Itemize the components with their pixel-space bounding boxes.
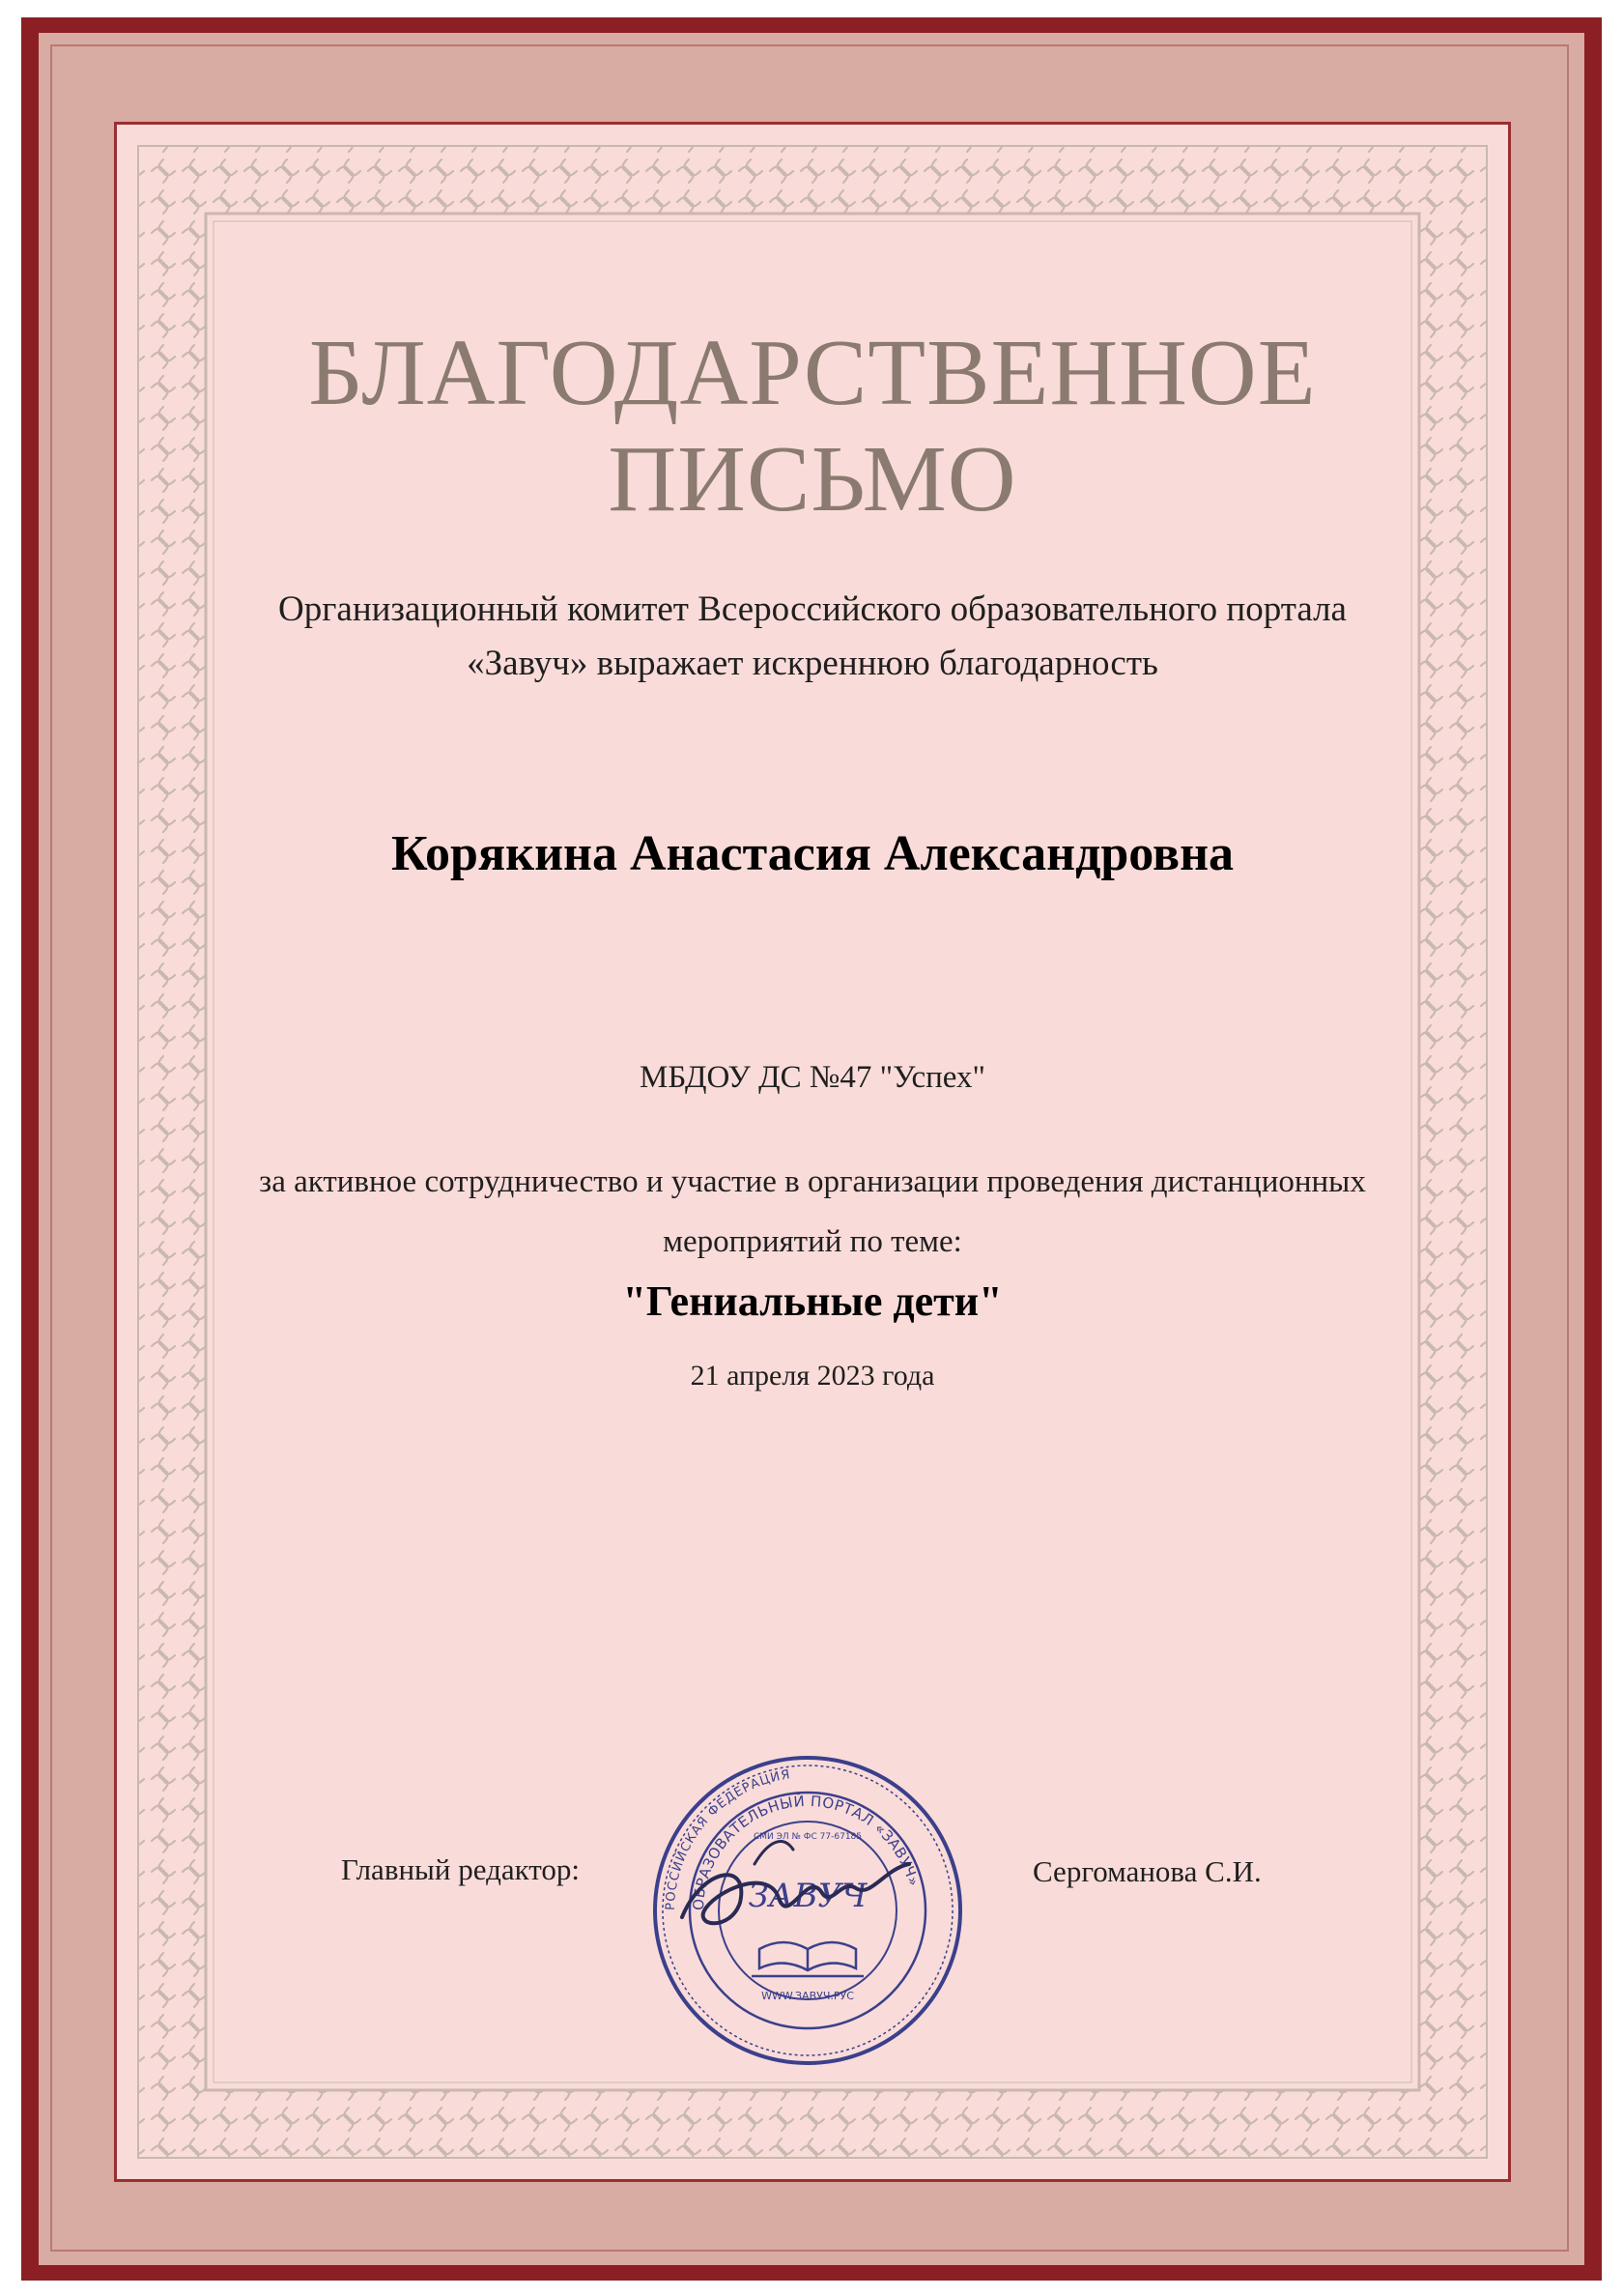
intro-text: Организационный комитет Всероссийского образовательного портала «Завуч» выражает искреннюю благодарность <box>278 589 1347 683</box>
certificate-paper <box>114 122 1511 2182</box>
recipient-name: Корякина Анастасия Александровна <box>390 826 1235 881</box>
organization-name: МБДОУ ДС №47 "Успех" <box>639 1060 985 1095</box>
reason-text: за активное сотрудничество и участие в организации проведения дистанционных мероприятий по теме: <box>259 1164 1366 1259</box>
stamp-center-text: ЗАВУЧ <box>748 1877 868 1915</box>
certificate-title-line2: ПИСЬМО <box>608 427 1017 531</box>
signature <box>663 1811 924 1956</box>
certificate-content <box>117 125 1508 2179</box>
editor-name: Сергоманова С.И. <box>1033 1854 1262 1888</box>
event-topic: "Гениальные дети" <box>622 1277 1003 1325</box>
editor-label: Главный редактор: <box>341 1852 581 1886</box>
certificate-title-line1: БЛАГОДАРСТВЕННОЕ <box>308 321 1317 425</box>
stamp-inner-text: ОБРАЗОВАТЕЛЬНЫЙ ПОРТАЛ «ЗАВУЧ» <box>689 1792 923 1911</box>
stamp-registry: СМИ ЭЛ № ФС 77-67185 <box>754 1832 862 1842</box>
stamp-website: WWW.ЗАВУЧ.РУС <box>761 1990 854 2002</box>
stamp-outer-text: РОССИЙСКАЯ ФЕДЕРАЦИЯ <box>663 1767 792 1911</box>
event-date: 21 апреля 2023 года <box>690 1360 935 1392</box>
